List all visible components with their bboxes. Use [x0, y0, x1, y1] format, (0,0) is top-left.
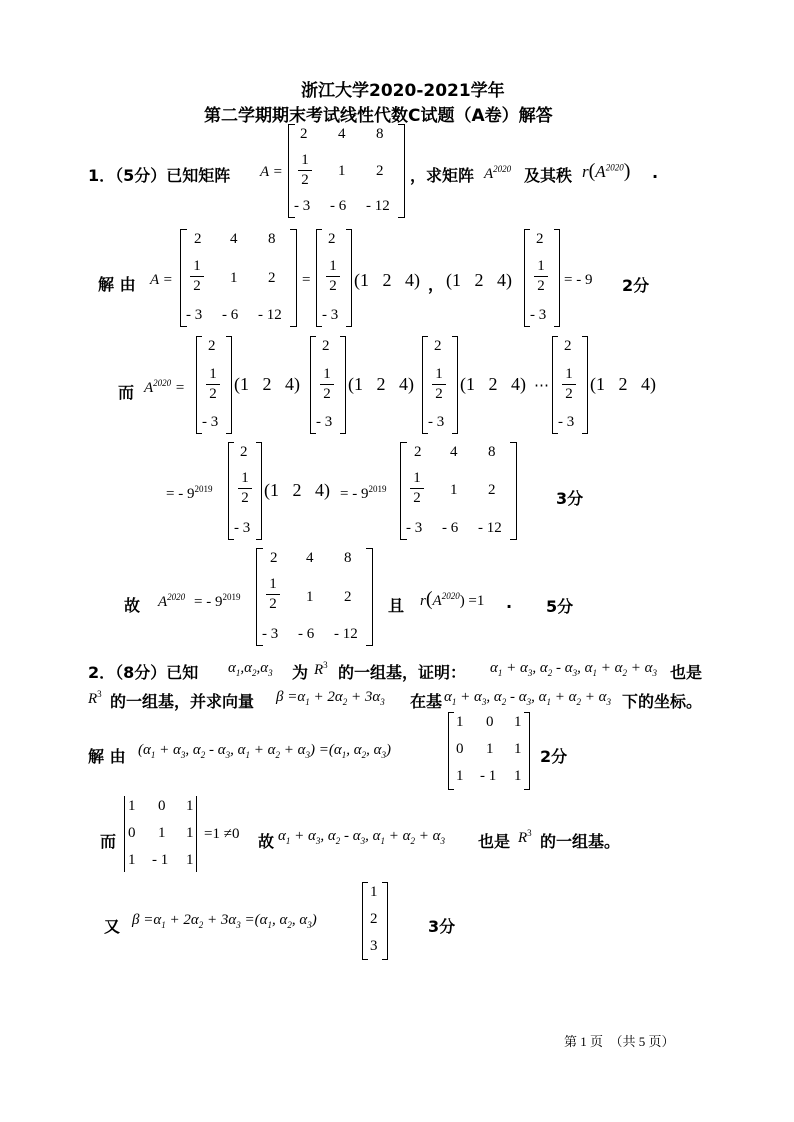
matrix-cell: - 6: [298, 626, 315, 642]
coef-9-2019: = - $9^{2019}$: [340, 484, 387, 502]
score-5: 5分: [546, 597, 574, 616]
A2020: $A^{2020}$: [158, 592, 186, 610]
det-cell: - 1: [152, 852, 169, 868]
matrix-bracket-right: [366, 548, 373, 646]
score-2: 2分: [622, 276, 650, 295]
vector-cell: 2: [208, 338, 216, 354]
new-basis: $\alpha_1 + \alpha_3$, $\alpha_2 - \alpha_3$, $\alpha_1 + \alpha_2 + \alpha_3$: [444, 689, 611, 707]
q1-var-A: A =: [260, 164, 283, 180]
matrix-cell: 2: [194, 231, 202, 247]
q2-prompt-b: 为: [292, 663, 309, 682]
fraction-half: 1 2: [298, 152, 312, 189]
coef-9-2019: = - $9^{2019}$: [166, 484, 213, 502]
q2-sol-label: 解 由: [88, 747, 126, 766]
matrix-cell: - 3: [262, 626, 279, 642]
det-cell: 1: [186, 798, 194, 814]
alpha-list: $\alpha_1,\alpha_2,\alpha_3$: [228, 660, 273, 678]
matrix-cell: 2: [300, 126, 308, 142]
matrix-cell: 0: [456, 741, 464, 757]
equals: =: [302, 272, 311, 288]
coord-cell: 3: [370, 938, 378, 954]
vector-cell: 2: [240, 444, 248, 460]
q2-score-3: 3分: [428, 917, 456, 936]
matrix-cell: 8: [268, 231, 276, 247]
row-vector: (1 2 4): [354, 270, 420, 290]
matrix-cell: 1: [514, 768, 522, 784]
matrix-cell: - 3: [186, 307, 203, 323]
fraction-half: 1 2: [432, 366, 446, 403]
q1-prompt-mid: ，求矩阵: [410, 166, 475, 185]
q1-prompt-start: 1．（5分）已知矩阵: [88, 166, 231, 185]
row-vector: (1 2 4): [234, 374, 300, 394]
matrix-cell: 1: [456, 714, 464, 730]
fraction-half: 1 2: [190, 258, 204, 295]
matrix-cell: 1: [338, 163, 346, 179]
doc-title: 浙江大学2020-2021学年: [301, 81, 505, 101]
matrix-cell: 2: [344, 589, 352, 605]
period: .: [506, 593, 513, 612]
vector-cell: 2: [434, 338, 442, 354]
q2-prompt-d: 也是: [670, 663, 703, 682]
vector-cell: - 3: [316, 414, 333, 430]
det-bar-left: [124, 796, 125, 872]
fraction-half: 1 2: [534, 258, 548, 295]
coord-cell: 1: [370, 884, 378, 900]
matrix-cell: 1: [450, 482, 458, 498]
new-basis: $\alpha_1 + \alpha_3$, $\alpha_2 - \alpha_3$, $\alpha_1 + \alpha_2 + \alpha_3$: [278, 828, 445, 846]
vector-cell: - 3: [558, 414, 575, 430]
page-footer: 第 1 页 （共 5 页）: [564, 1034, 675, 1049]
vector-cell: 2: [322, 338, 330, 354]
product-result: = - 9: [564, 272, 593, 288]
coord-cell: 2: [370, 911, 378, 927]
matrix-cell: 2: [270, 550, 278, 566]
row-vector: (1 2 4): [460, 374, 526, 394]
vector-cell: - 3: [428, 414, 445, 430]
q1-sol-label: 解 由: [98, 275, 136, 294]
row-vector: (1 2 4): [446, 270, 512, 290]
matrix-bracket-right: [510, 442, 517, 540]
matrix-bracket-right: [290, 229, 297, 327]
rank-expr: $r(A^{2020}) =1$: [420, 588, 485, 610]
q1-rank-expr: $r(A^{2020})$: [582, 160, 631, 182]
vector-cell: 2: [564, 338, 572, 354]
det-cell: 0: [158, 798, 166, 814]
matrix-cell: 2: [488, 482, 496, 498]
fraction-half: 1 2: [562, 366, 576, 403]
matrix-cell: 1: [230, 270, 238, 286]
q1-prompt-end: .: [652, 163, 659, 182]
vector-cell: 2: [328, 231, 336, 247]
coef-9-2019: = - $9^{2019}$: [194, 592, 241, 610]
vector-bracket-right: [554, 229, 560, 327]
matrix-bracket-right: [398, 124, 405, 218]
var-A: A =: [150, 272, 173, 288]
fraction-half: 1 2: [410, 470, 424, 507]
vector-bracket-right: [226, 336, 232, 434]
fraction-half: 1 2: [320, 366, 334, 403]
det-bar-right: [196, 796, 197, 872]
matrix-cell: 2: [376, 163, 384, 179]
vector-bracket-right: [382, 882, 388, 960]
vector-bracket-left: [362, 882, 368, 960]
fraction-half: 1 2: [266, 576, 280, 613]
row-vector: (1 2 4): [264, 480, 330, 500]
matrix-cell: - 3: [406, 520, 423, 536]
q2-prompt-l2-c: 下的坐标。: [622, 692, 703, 711]
matrix-cell: 8: [344, 550, 352, 566]
vector-cell: 2: [536, 231, 544, 247]
vector-bracket-right: [340, 336, 346, 434]
matrix-cell: 1: [514, 741, 522, 757]
matrix-cell: - 6: [442, 520, 459, 536]
fraction-half: 1 2: [206, 366, 220, 403]
beta-eq: $\beta =\alpha_1 + 2\alpha_2 + 3\alpha_3 =(\alpha_1$, $\alpha_2$, $\alpha_3$): [132, 912, 317, 930]
matrix-bracket-right: [524, 712, 530, 790]
new-basis: $\alpha_1 + \alpha_3$, $\alpha_2 - \alpha_3$, $\alpha_1 + \alpha_2 + \alpha_3$: [490, 660, 657, 678]
det-cell: 1: [128, 798, 136, 814]
matrix-cell: 1: [486, 741, 494, 757]
matrix-cell: 1: [306, 589, 314, 605]
det-cell: 1: [158, 825, 166, 841]
ellipsis: ⋯: [534, 378, 549, 394]
q2-prompt-a: 2．（8分）已知: [88, 663, 199, 682]
matrix-cell: 4: [338, 126, 346, 142]
vector-bracket-right: [346, 229, 352, 327]
matrix-cell: - 12: [366, 198, 390, 214]
det-cell: 1: [128, 852, 136, 868]
matrix-cell: 4: [306, 550, 314, 566]
matrix-cell: - 12: [334, 626, 358, 642]
gu-label: 故: [124, 596, 141, 615]
matrix-cell: 2: [268, 270, 276, 286]
matrix-cell: 2: [414, 444, 422, 460]
vector-cell: - 3: [530, 307, 547, 323]
matrix-cell: - 6: [330, 198, 347, 214]
q2-er-label: 而: [100, 832, 117, 851]
matrix-cell: 4: [230, 231, 238, 247]
R3: $R^3$: [314, 660, 328, 678]
vector-cell: - 3: [322, 307, 339, 323]
matrix-cell: 8: [376, 126, 384, 142]
matrix-cell: - 12: [478, 520, 502, 536]
det-cell: 0: [128, 825, 136, 841]
beta-def: $\beta =\alpha_1 + 2\alpha_2 + 3\alpha_3$: [276, 689, 385, 707]
fraction-half: 1 2: [326, 258, 340, 295]
er-label: 而: [118, 383, 135, 402]
vector-cell: - 3: [234, 520, 251, 536]
R3: $R^3$: [88, 689, 102, 707]
matrix-cell: 1: [514, 714, 522, 730]
comma: ，: [428, 275, 445, 294]
A2020: $A^{2020}$ =: [144, 378, 186, 396]
matrix-cell: 8: [488, 444, 496, 460]
matrix-cell: - 3: [294, 198, 311, 214]
q2-score-2: 2分: [540, 747, 568, 766]
fraction-half: 1 2: [238, 470, 252, 507]
matrix-cell: 0: [486, 714, 494, 730]
q2-ye-text: 也是: [478, 832, 511, 851]
det-cell: 1: [186, 825, 194, 841]
matrix-bracket-left: [448, 712, 454, 790]
q2-prompt-c: 的一组基，证明：: [338, 663, 467, 682]
matrix-cell: 4: [450, 444, 458, 460]
det-cell: 1: [186, 852, 194, 868]
row-vector: (1 2 4): [348, 374, 414, 394]
q2-you-label: 又: [104, 917, 121, 936]
vector-bracket-right: [582, 336, 588, 434]
vector-bracket-right: [452, 336, 458, 434]
row-vector: (1 2 4): [590, 374, 656, 394]
qie-label: 且: [388, 596, 405, 615]
q2-prompt-l2-a: 的一组基，并求向量: [110, 692, 255, 711]
matrix-cell: 1: [456, 768, 464, 784]
doc-subtitle: 第二学期期末考试线性代数C试题（A卷）解答: [204, 106, 553, 126]
matrix-cell: - 12: [258, 307, 282, 323]
q1-A2020: $A^{2020}$: [484, 164, 512, 182]
matrix-cell: - 1: [480, 768, 497, 784]
vector-bracket-right: [256, 442, 262, 540]
matrix-cell: - 6: [222, 307, 239, 323]
vector-cell: - 3: [202, 414, 219, 430]
q1-prompt-rank: 及其秩: [524, 166, 573, 185]
score-3: 3分: [556, 489, 584, 508]
q2-base-text: 的一组基。: [540, 832, 621, 851]
R3: $R^3$: [518, 828, 532, 846]
q2-gu-text: 故: [258, 832, 275, 851]
basis-eq: ($\alpha_1 + \alpha_3$, $\alpha_2 - \alpha_3$, $\alpha_1 + \alpha_2 + \alpha_3) =(\alpha_1$, $\alpha_2$, $\alpha_3$): [138, 742, 391, 760]
q2-prompt-l2-b: 在基: [410, 692, 443, 711]
det-result: =1 ≠0: [204, 826, 240, 842]
